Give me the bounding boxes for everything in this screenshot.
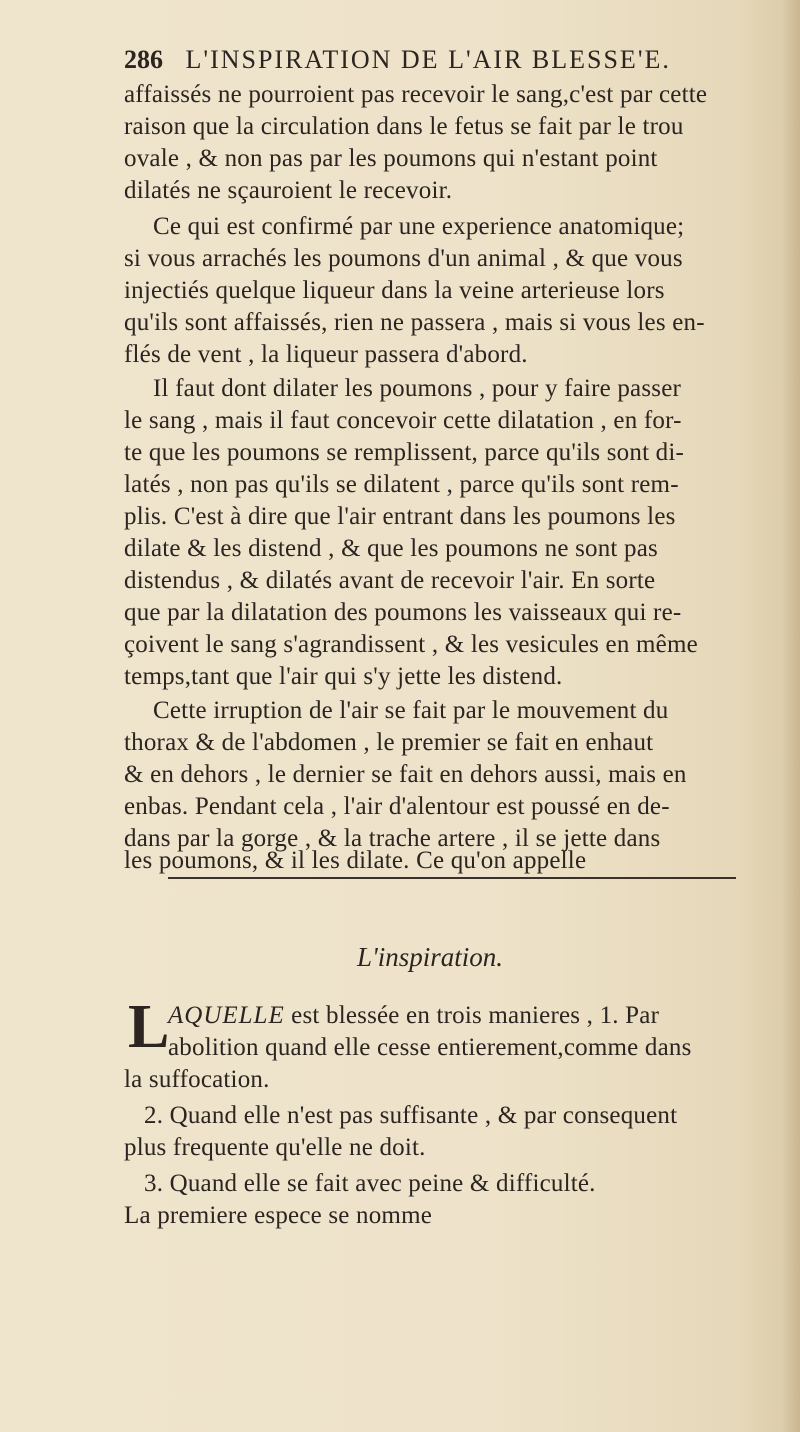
section-first-line: [168, 1000, 659, 1032]
text-line: qu'ils sont affaissés, rien ne passera , mais si vous les en-: [124, 309, 705, 336]
section-line: 3. Quand elle se fait avec peine & difficulté.: [144, 1170, 596, 1197]
text-line: te que les poumons se remplissent, parce qu'ils sont di-: [124, 439, 685, 466]
section-title: L'inspiration.: [356, 942, 504, 972]
text-line: dilate & les distend , & que les poumons ne sont pas: [124, 535, 658, 562]
drop-cap: L: [128, 993, 170, 1061]
running-title: L'INSPIRATION DE L'AIR BLESSE'E.: [185, 45, 671, 74]
section-line: La premiere espece se nomme: [124, 1202, 433, 1229]
text-line: çoivent le sang s'agrandissent , & les vesicules en même: [124, 631, 698, 658]
text-line: plis. C'est à dire que l'air entrant dans les poumons les: [124, 503, 676, 530]
page-edge-shading: [782, 0, 800, 1432]
section-line: plus frequente qu'elle ne doit.: [124, 1134, 426, 1161]
text-line: raison que la circulation dans le fetus se fait par le trou: [124, 113, 684, 140]
page-number: 286: [124, 45, 163, 74]
section-first-word: AQUELLE: [168, 1002, 285, 1029]
text-line: affaissés ne pourroient pas recevoir le sang,c'est par cette: [124, 81, 708, 108]
text-line: si vous arrachés les poumons d'un animal , & que vous: [124, 245, 683, 272]
text-line: thorax & de l'abdomen , le premier se fait en enhaut: [124, 729, 654, 756]
text-line: ovale , & non pas par les poumons qui n'estant point: [124, 145, 658, 172]
text-line: temps,tant que l'air qui s'y jette les distend.: [124, 663, 563, 690]
text-line: les poumons, & il les dilate. Ce qu'on appelle: [124, 847, 587, 874]
text-line: Il faut dont dilater les poumons , pour y faire passer: [153, 375, 682, 402]
section-line: 2. Quand elle n'est pas suffisante , & par consequent: [144, 1102, 678, 1129]
section-divider: [168, 877, 736, 879]
text-line: Ce qui est confirmé par une experience anatomique;: [153, 213, 685, 240]
text-line: le sang , mais il faut concevoir cette dilatation , en for-: [124, 407, 682, 434]
text-line: dilatés ne sçauroient le recevoir.: [124, 177, 453, 204]
text-line: que par la dilatation des poumons les vaisseaux qui re-: [124, 599, 682, 626]
text-line: flés de vent , la liqueur passera d'abord.: [124, 341, 528, 368]
section-line: abolition quand elle cesse entierement,comme dans: [168, 1034, 692, 1061]
text-line: injectiés quelque liqueur dans la veine arterieuse lors: [124, 277, 665, 304]
page-header: [124, 43, 764, 77]
text-line: Cette irruption de l'air se fait par le mouvement du: [153, 697, 669, 724]
text-line: latés , non pas qu'ils se dilatent , parce qu'ils sont rem-: [124, 471, 679, 498]
text-line: dans par la gorge , & la trache artere , il se jette dans: [124, 825, 661, 852]
text-line: & en dehors , le dernier se fait en dehors aussi, mais en: [124, 761, 687, 788]
section-line: la suffocation.: [124, 1066, 270, 1093]
text-line: distendus , & dilatés avant de recevoir l'air. En sorte: [124, 567, 656, 594]
text-line: enbas. Pendant cela , l'air d'alentour est poussé en de-: [124, 793, 670, 820]
section-first-line-rest: est blessée en trois manieres , 1. Par: [284, 1002, 660, 1029]
